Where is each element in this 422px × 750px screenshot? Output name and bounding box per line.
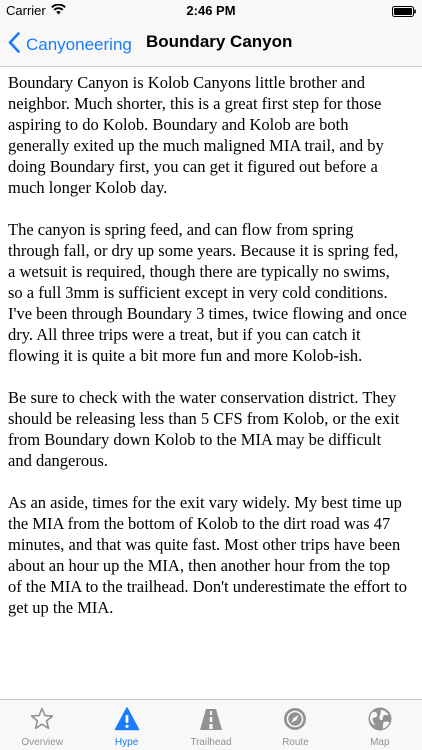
tab-label: Trailhead xyxy=(190,737,232,748)
road-icon xyxy=(198,706,224,732)
description-paragraph: Boundary Canyon is Kolob Canyons little brother and neighbor. Much shorter, this is a great first step for those aspiring to do Kolob. Boundary and Kolob are both generally exited up the much maligned MIA trail, and by doing Boundary first, you can get it figured out before a much longer Kolob day. xyxy=(8,73,384,197)
description-paragraph: The canyon is spring feed, and can flow from spring through fall, or dry up some years. Because it is spring fed, a wetsuit is required, though there are typically no swims, so a full 3mm is sufficient except in very cold conditions. I've been through Boundary 3 times, twice flowing and once dry. All three trips were a treat, but if you can catch it flowing it is quite a bit more fun and more Kolob-ish. xyxy=(8,220,407,365)
page-title: Boundary Canyon xyxy=(146,32,293,51)
status-bar xyxy=(0,0,422,20)
battery-icon xyxy=(392,5,416,16)
back-button[interactable] xyxy=(8,32,132,58)
chevron-left-icon xyxy=(8,32,26,58)
tab-map[interactable] xyxy=(338,700,422,750)
navigation-bar xyxy=(0,20,422,67)
tab-label: Route xyxy=(282,737,309,748)
tab-overview[interactable] xyxy=(0,700,84,750)
back-button-label: Canyoneering xyxy=(26,35,132,54)
tab-trailhead[interactable] xyxy=(169,700,253,750)
tab-bar xyxy=(0,699,422,750)
tab-label: Hype xyxy=(114,737,139,748)
compass-icon xyxy=(282,706,308,732)
status-time: 2:46 PM xyxy=(186,3,236,18)
hype-description xyxy=(8,72,408,639)
tab-label: Map xyxy=(370,737,390,748)
globe-icon xyxy=(367,706,393,732)
description-paragraph: Be sure to check with the water conservation district. They should be releasing less than 5 CFS from Kolob, or the exit from Boundary down Kolob to the MIA may be difficult and dangerous. xyxy=(8,388,400,470)
tab-label: Overview xyxy=(21,737,64,748)
warning-icon xyxy=(114,706,140,732)
tab-hype[interactable] xyxy=(84,700,168,750)
description-paragraph: As an aside, times for the exit vary widely. My best time up the MIA from the bottom of Kolob to the dirt road was 47 minutes, and that was quite fast. Most other trips have been about an hour up the MIA, then another hour from the top of the MIA to the trailhead. Don't underestimate the effort to get up the MIA. xyxy=(8,493,408,617)
carrier-label: Carrier xyxy=(6,3,46,18)
star-icon xyxy=(29,706,55,732)
tab-route[interactable] xyxy=(253,700,337,750)
